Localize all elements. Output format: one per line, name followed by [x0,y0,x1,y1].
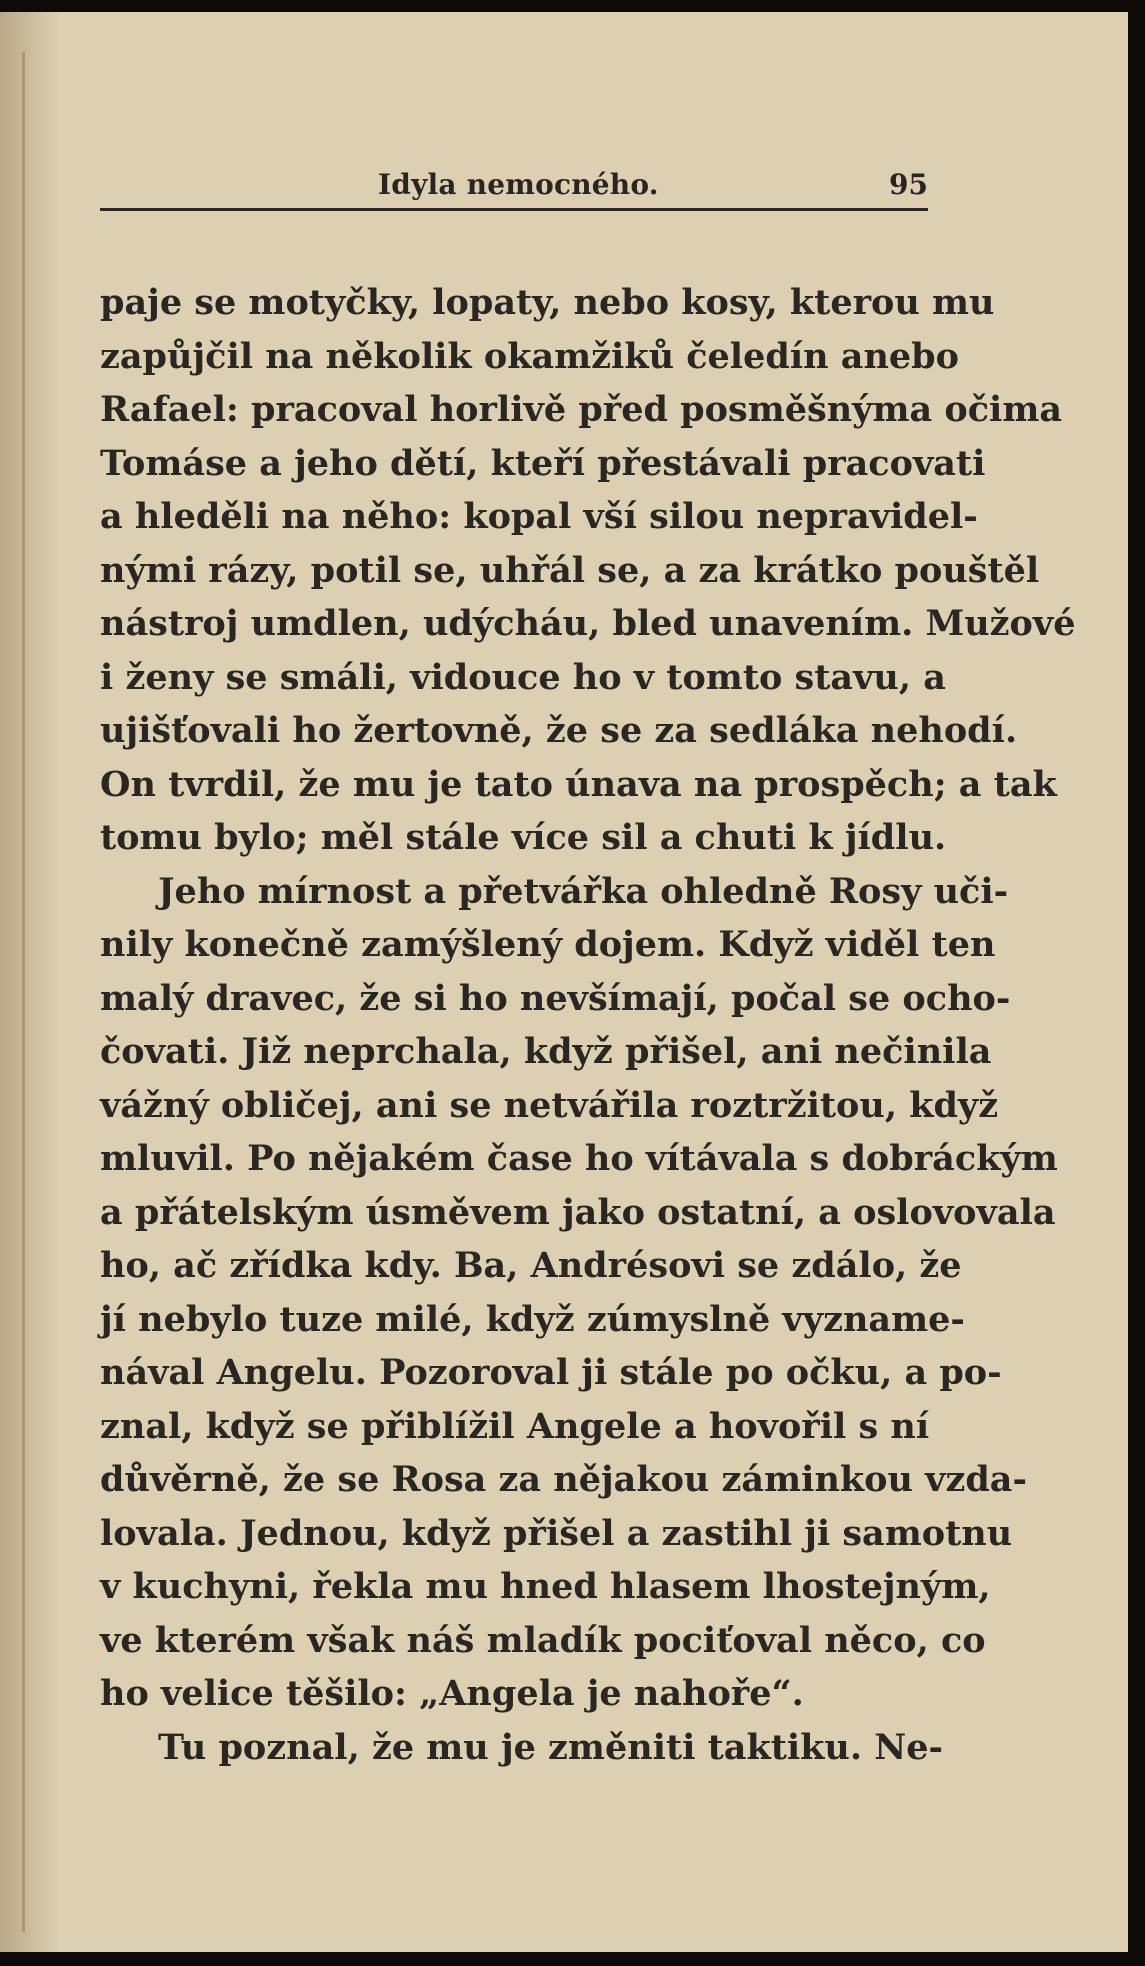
body-text [100,276,1076,1774]
text-line: jí nebylo tuze milé, když zúmyslně vyzname- [100,1298,965,1340]
text-line: Jeho mírnost a přetvářka ohledně Rosy uči- [158,870,1009,912]
page-number: 95 [889,168,928,201]
text-line: paje se motyčky, lopaty, nebo kosy, kterou mu [100,282,995,323]
running-title: Idyla nemocného. [378,168,659,201]
text-line: Tomáse a jeho dětí, kteří přestávali pracovati [100,442,986,484]
text-line: nával Angelu. Pozoroval ji stále po očku, a po- [100,1352,1002,1393]
gutter-line [22,52,25,1932]
text-line: ho velice těšilo: „Angela je nahoře“. [100,1673,804,1714]
text-line: mluvil. Po nějakém čase ho vítávala s dobráckým [100,1138,1058,1179]
book-page [0,12,1128,1952]
text-line: nástroj umdlen, udýcháu, bled unavením. Mužové [100,603,1076,644]
text-line: nými rázy, potil se, uhřál se, a za krátko pouštěl [100,549,1040,591]
text-line: lovala. Jednou, když přišel a zastihl ji samotnu [100,1512,1013,1554]
text-line: a hleděli na něho: kopal vší silou nepravidel- [100,496,978,537]
text-line: Tu poznal, že mu je změniti taktiku. Ne- [158,1726,944,1768]
text-line: malý dravec, že si ho nevšímají, počal se ocho- [100,977,1011,1019]
text-line: vážný obličej, ani se netvářila roztržitou, když [100,1084,999,1126]
text-line: důvěrně, že se Rosa za nějakou záminkou vzda- [100,1459,1028,1500]
text-line: znal, když se přiblížil Angele a hovořil s ní [100,1405,930,1447]
text-line: a přátelským úsměvem jako ostatní, a oslovovala [100,1191,1056,1233]
text-line: ujišťovali ho žertovně, že se za sedláka nehodí. [100,710,1018,751]
text-line: On tvrdil, že mu je tato únava na prospěch; a tak [100,763,1057,805]
text-line: nily konečně zamýšlený dojem. Když viděl ten [100,924,996,965]
text-line: ho, ač zřídka kdy. Ba, Andrésovi se zdálo, že [100,1245,962,1286]
text-line: v kuchyni, řekla mu hned hlasem lhostejným, [100,1566,991,1607]
binding-shadow [0,12,60,1952]
text-line: ve kterém však náš mladík pociťoval něco, co [100,1619,986,1661]
text-line: čovati. Již neprchala, když přišel, ani nečinila [100,1031,992,1072]
text-line: i ženy se smáli, vidouce ho v tomto stavu, a [100,656,946,698]
text-line: zapůjčil na několik okamžiků čeledín anebo [100,335,959,377]
text-line: Rafael: pracoval horlivě před posměšnýma očima [100,389,1063,430]
text-line: tomu bylo; měl stále více sil a chuti k jídlu. [100,817,947,858]
page-header [100,162,928,211]
